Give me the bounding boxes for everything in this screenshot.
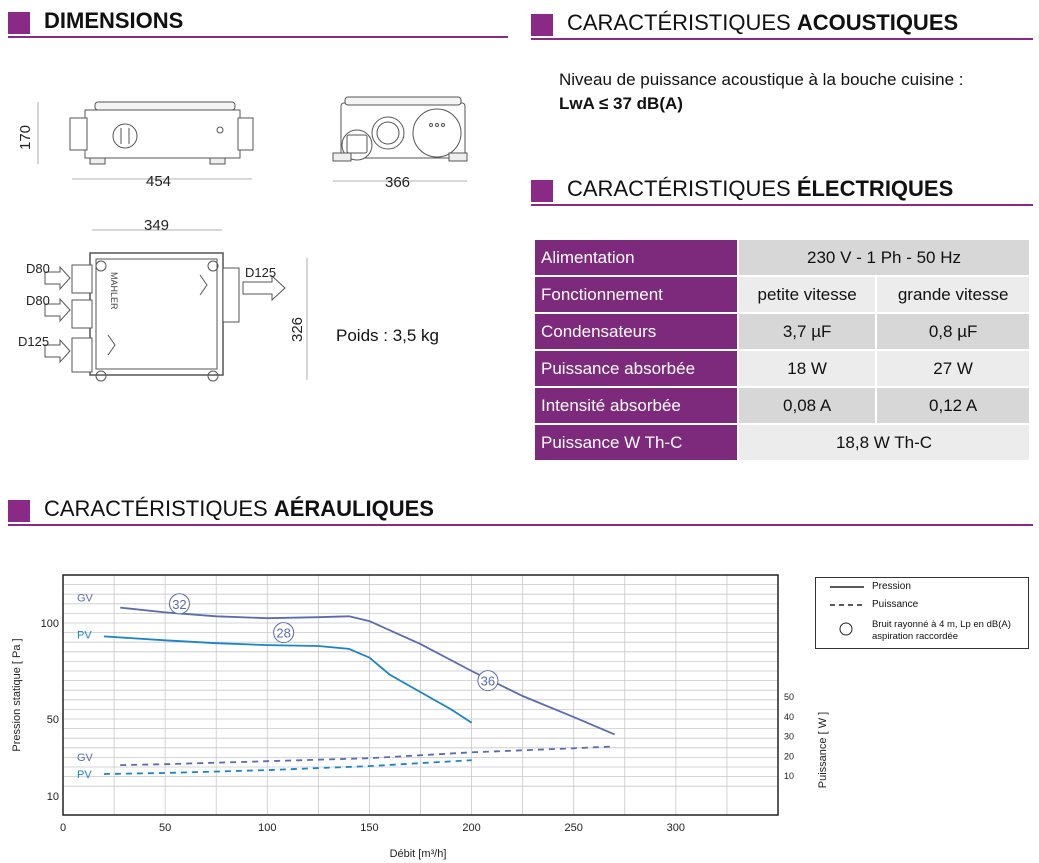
front-view-drawing xyxy=(70,102,253,164)
chart-legend xyxy=(815,577,1029,649)
y2-tick-label: 20 xyxy=(784,751,795,762)
dimension-drawings xyxy=(0,80,330,410)
y-axis-label: Pression statique [ Pa ] xyxy=(11,638,23,752)
dim-326: 326 xyxy=(289,316,306,342)
row-label: Puissance W Th-C xyxy=(534,424,738,461)
noise-value: 32 xyxy=(172,596,187,612)
label-d125-out: D125 xyxy=(245,265,277,280)
section-title: CARACTÉRISTIQUES ACOUSTIQUES xyxy=(567,10,959,35)
dim-349: 349 xyxy=(144,217,170,234)
aeraulic-chart xyxy=(0,560,829,863)
acoustic-line-1: Niveau de puissance acoustique à la bouche cuisine : xyxy=(559,70,964,89)
row-value-2: 0,8 µF xyxy=(876,313,1030,350)
section-header xyxy=(531,176,1033,204)
x-tick-label: 100 xyxy=(258,822,277,834)
electric-table xyxy=(533,238,1031,462)
series-label-gv: GV xyxy=(77,752,93,765)
section-header xyxy=(8,496,1033,524)
power-line-gv xyxy=(120,746,614,765)
y2-tick-label: 10 xyxy=(784,771,795,781)
noise-value: 36 xyxy=(480,673,496,689)
table-row xyxy=(534,387,1030,424)
dim-170: 170 xyxy=(17,124,34,150)
x-ticks xyxy=(60,822,685,834)
row-value: 18,8 W Th-C xyxy=(738,424,1030,461)
row-label: Puissance absorbée xyxy=(534,350,738,387)
legend-pression: Pression xyxy=(872,581,911,592)
chart-grid xyxy=(63,575,778,815)
legend-puissance: Puissance xyxy=(872,599,919,610)
label-d80-b: D80 xyxy=(26,293,50,308)
y2-tick-label: 30 xyxy=(784,731,795,742)
x-tick-label: 200 xyxy=(462,822,481,834)
dim-454: 454 xyxy=(146,173,172,190)
section-header xyxy=(531,10,1033,38)
row-value-1: 3,7 µF xyxy=(738,313,876,350)
side-view xyxy=(325,95,475,195)
table-row xyxy=(534,239,1030,276)
section-aeraulic xyxy=(8,496,1033,524)
row-value-1: 18 W xyxy=(738,350,876,387)
series-label-pv: PV xyxy=(77,769,92,782)
section-marker xyxy=(8,12,30,34)
y-tick-label: 50 xyxy=(46,714,59,726)
row-value: 230 V - 1 Ph - 50 Hz xyxy=(738,239,1030,276)
legend-bruit-2: aspiration raccordée xyxy=(872,631,959,642)
section-marker xyxy=(531,14,553,36)
row-label: Fonctionnement xyxy=(534,276,738,313)
section-title: CARACTÉRISTIQUES ÉLECTRIQUES xyxy=(567,176,954,201)
top-view-drawing xyxy=(72,253,239,381)
row-value-2: 0,12 A xyxy=(876,387,1030,424)
row-value-1: petite vitesse xyxy=(738,276,876,313)
row-value-2: grande vitesse xyxy=(876,276,1030,313)
series-label-pv: PV xyxy=(77,629,92,642)
section-rule xyxy=(8,524,1033,526)
y2-axis-label: Puissance [ W ] xyxy=(817,711,829,789)
table-row xyxy=(534,424,1030,461)
section-acoustic xyxy=(531,10,1033,38)
section-rule xyxy=(8,36,508,38)
section-marker xyxy=(8,500,30,522)
section-rule xyxy=(531,204,1033,206)
unit-logo: MAHLER xyxy=(109,272,119,310)
weight-label: Poids : 3,5 kg xyxy=(336,326,440,345)
x-tick-label: 300 xyxy=(666,822,686,834)
y-tick-label: 10 xyxy=(46,790,59,803)
acoustic-line-2: LwA ≤ 37 dB(A) xyxy=(559,94,683,113)
label-d80-a: D80 xyxy=(26,261,50,276)
row-label: Alimentation xyxy=(534,239,738,276)
legend-bruit-1: Bruit rayonné à 4 m, Lp en dB(A) xyxy=(872,619,1011,630)
x-tick-label: 250 xyxy=(564,822,583,834)
row-value-2: 27 W xyxy=(876,350,1030,387)
x-tick-label: 150 xyxy=(360,822,379,834)
x-tick-label: 50 xyxy=(159,822,172,834)
label-d125-in: D125 xyxy=(18,334,50,349)
pressure-line-pv xyxy=(104,636,472,722)
y2-ticks xyxy=(784,692,794,781)
section-marker xyxy=(531,180,553,202)
section-title: CARACTÉRISTIQUES AÉRAULIQUES xyxy=(44,496,434,521)
acoustic-text xyxy=(559,68,964,116)
section-header xyxy=(8,8,508,36)
section-title: DIMENSIONS xyxy=(44,8,184,33)
row-label: Intensité absorbée xyxy=(534,387,738,424)
row-label: Condensateurs xyxy=(534,313,738,350)
section-electric xyxy=(531,176,1033,204)
x-tick-label: 0 xyxy=(59,822,67,834)
table-row xyxy=(534,276,1030,313)
section-rule xyxy=(531,38,1033,40)
table-row xyxy=(534,313,1030,350)
series-labels xyxy=(77,593,94,781)
y-ticks xyxy=(41,618,59,803)
x-axis-label: Débit [m³/h] xyxy=(389,848,447,860)
y2-tick-label: 50 xyxy=(784,692,795,702)
noise-value: 28 xyxy=(276,625,291,641)
series-label-gv: GV xyxy=(77,592,93,605)
dim-366: 366 xyxy=(385,174,411,191)
row-value-1: 0,08 A xyxy=(738,387,876,424)
y-tick-label: 100 xyxy=(40,618,59,630)
table-row xyxy=(534,350,1030,387)
y2-tick-label: 40 xyxy=(784,711,795,722)
section-dimensions xyxy=(8,8,508,36)
